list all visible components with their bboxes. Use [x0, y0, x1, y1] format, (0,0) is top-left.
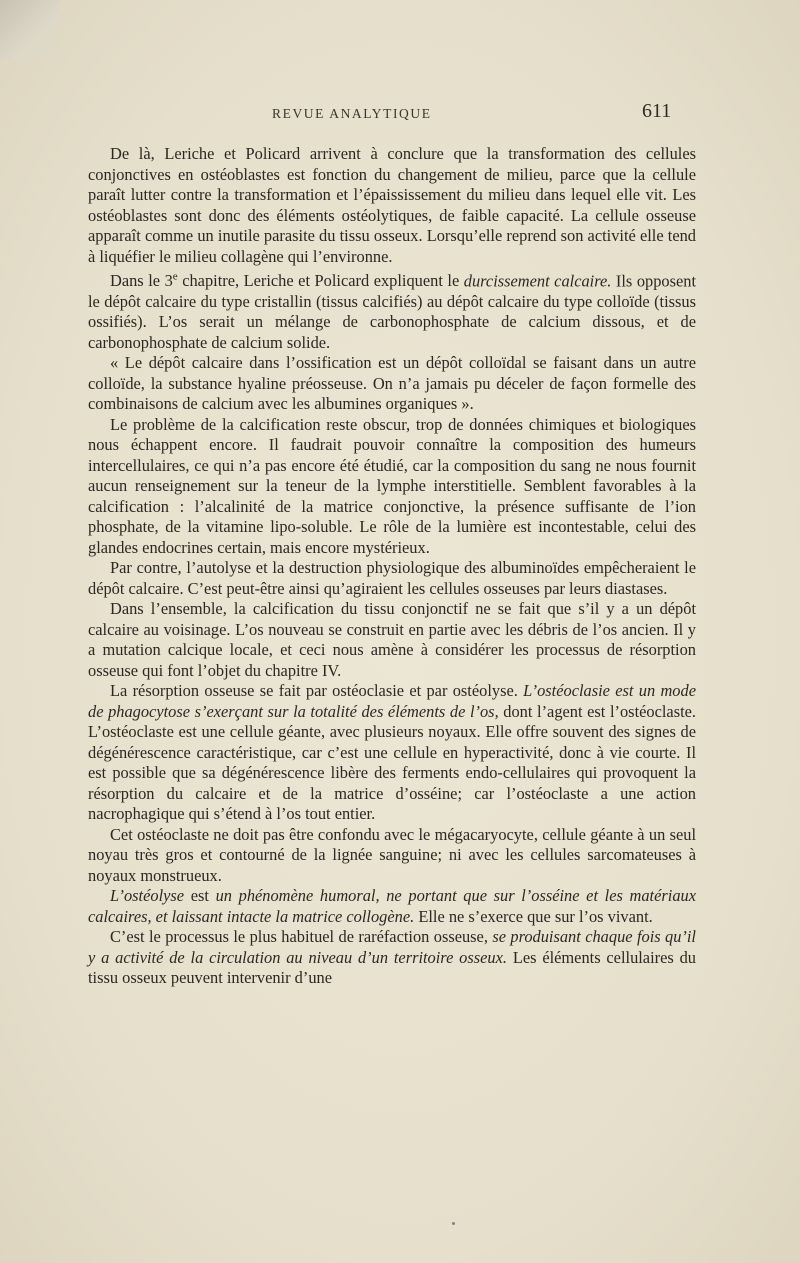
page-corner-shadow: [0, 0, 60, 60]
text-segment: dont l’agent est l’ostéoclaste. L’ostéoclaste est une cellule géante, avec plusieurs noyaux. Elle offre souvent des signes de dégénérescence caractéristique, car c’est une cellule en hyperactivité, donc à vie courte. Il est possible que sa dégénérescence libère des ferments endo-cellulaires qui provoquent la résorption du calcaire et de la matrice d’osséine; car l’ostéoclaste a une action nacrophagique qui s’étend à l’os tout entier.: [88, 701, 696, 824]
italic-text: L’ostéolyse: [110, 886, 185, 906]
paragraph: [88, 267, 696, 353]
italic-text: L’ostéoclasie est un mode de phagocytose s’exerçant sur la totalité des éléments de l’os,: [88, 681, 696, 721]
text-segment: Elle ne s’exerce que sur l’os vivant.: [414, 906, 653, 926]
paragraph: [88, 886, 696, 927]
text-segment: Ils opposent le dépôt calcaire du type cristallin (tissus calcifiés) au dépôt calcaire du type colloïde (tissus ossifiés). L’os serait un mélange de carbonophosphate de calcium dissous, et de carbonophosphate de calcium solide.: [88, 271, 697, 352]
running-title: REVUE ANALYTIQUE: [272, 106, 432, 121]
text-segment: est: [184, 886, 216, 906]
paragraph: [88, 599, 696, 681]
italic-text: un phénomène humoral, ne portant que sur l’osséine et les matériaux calcaires, et laissant intacte la matrice collogène.: [88, 886, 696, 926]
text-segment: C’est le processus le plus habituel de raréfaction osseuse,: [110, 927, 493, 947]
page-header: [0, 100, 800, 130]
italic-text: se produisant chaque fois qu’il y a activité de la circulation au niveau d’un territoire osseux.: [88, 927, 696, 967]
page-number: 611: [642, 100, 672, 122]
text-segment: De là, Leriche et Policard arrivent à conclure que la transformation des cellules conjonctives en ostéoblastes est fonction du changement de milieu, parce que la cellule paraît lutter contre la transformation et l’épaississement du milieu dans lequel elle vit. Les ostéoblastes sont donc des éléments ostéolytiques, de faible capacité. La cellule osseuse apparaît comme un inutile parasite du tissu osseux. Lorsqu’elle reprend son activité elle tend à liquéfier le milieu collagène qui l’environne.: [88, 144, 696, 266]
paragraph: [88, 681, 696, 825]
speck-mark: [452, 1222, 455, 1225]
text-segment: Par contre, l’autolyse et la destruction physiologique des albuminoïdes empêcheraient le dépôt calcaire. C’est peut-être ainsi qu’agiraient les cellules osseuses par leurs diastases.: [88, 558, 696, 598]
text-segment: Dans l’ensemble, la calcification du tissu conjonctif ne se fait que s’il y a un dépôt calcaire au voisinage. L’os nouveau se construit en partie avec les débris de l’os ancien. Il y a mutation calcique locale, et ceci nous amène à considérer les processus de résorption osseuse qui font l’objet du chapitre IV.: [88, 599, 696, 680]
paragraph: [88, 353, 696, 415]
text-segment: Dans le 3e chapitre, Leriche et Policard expliquent le: [110, 271, 464, 291]
text-segment: Les éléments cellulaires du tissu osseux peuvent intervenir d’une: [88, 947, 696, 988]
paragraph: [88, 825, 696, 887]
text-segment: Le problème de la calcification reste obscur, trop de données chimiques et biologiques nous échappent encore. Il faudrait pouvoir connaître la composition des humeurs intercellulaires, ce qui n’a pas encore été étudié, car la composition du sang ne nous fournit aucun renseignement sur la teneur de la lymphe interstitielle. Semblent favorables à la calcification : l’alcalinité de la matrice conjonctive, la présence suffisante de l’ion phosphate, de la vitamine lipo-soluble. Le rôle de la lumière est incontestable, celui des glandes endocrines certain, mais encore mystérieux.: [88, 414, 696, 557]
body-text: [88, 144, 696, 989]
text-segment: La résorption osseuse se fait par ostéoclasie et par ostéolyse.: [110, 681, 524, 701]
paragraph: [88, 144, 696, 267]
italic-text: durcissement calcaire.: [463, 271, 612, 291]
paragraph: [88, 558, 696, 599]
paragraph: [88, 927, 696, 989]
text-segment: Cet ostéoclaste ne doit pas être confondu avec le mégacaryocyte, cellule géante à un seul noyau très gros et contourné de la lignée sanguine; ni avec les cellules sarcomateuses à noyaux monstrueux.: [88, 824, 696, 885]
paragraph: [88, 415, 696, 559]
text-segment: « Le dépôt calcaire dans l’ossification est un dépôt colloïdal se faisant dans un autre colloïde, la substance hyaline préosseuse. On n’a jamais pu déceler de façon formelle des combinaisons de calcium avec les albumines organiques ».: [88, 353, 696, 414]
